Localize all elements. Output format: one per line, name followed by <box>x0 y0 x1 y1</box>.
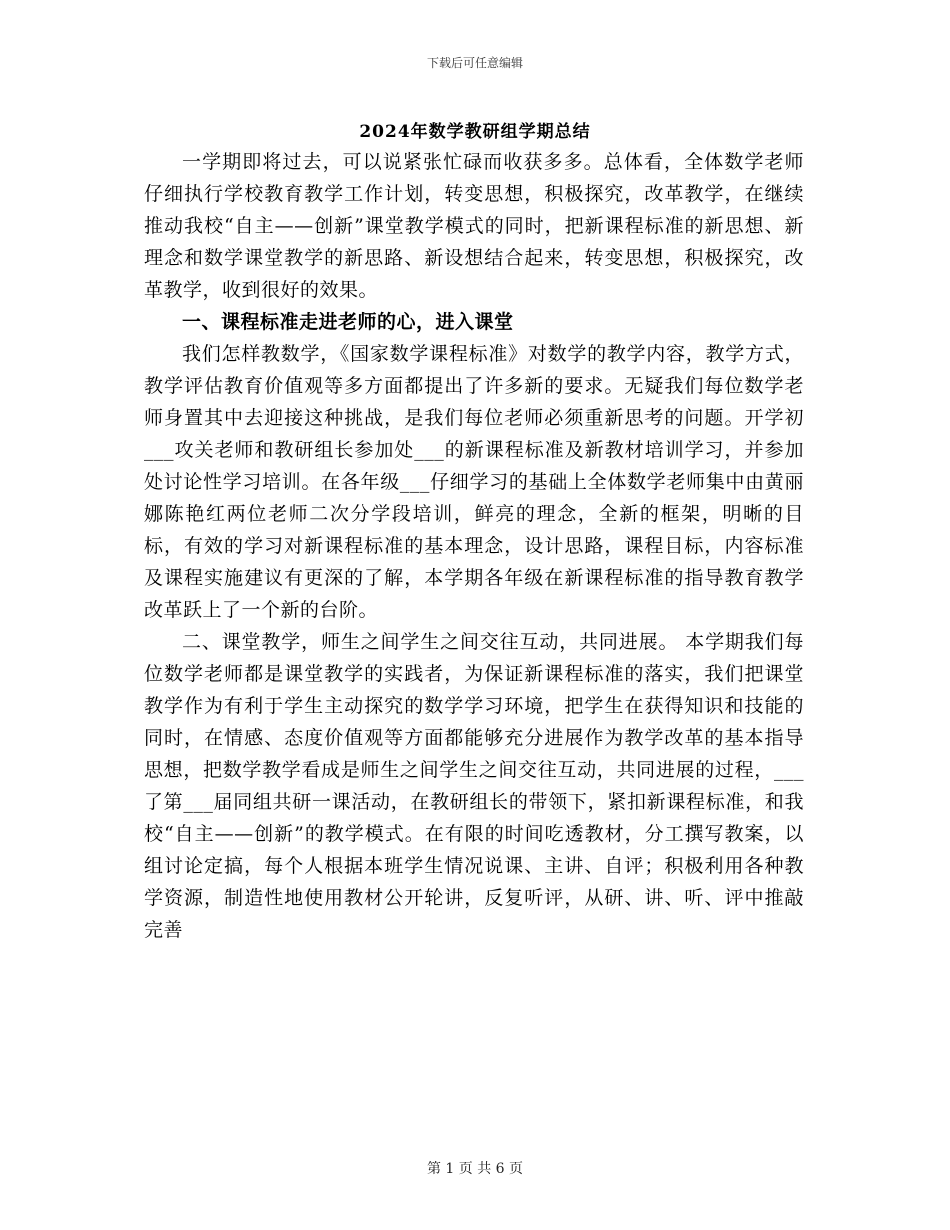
paragraph-section-1: 我们怎样教数学，《国家数学课程标准》对数学的教学内容，教学方式，教学评估教育价值观等多方面都提出了许多新的要求。无疑我们每位数学老师身置其中去迎接这种挑战，是我们每位老师必须重新思考的问题。开学初___攻关老师和教研组长参加处___的新课程标准及新教材培训学习，并参加处讨论性学习培训。在各年级___仔细学习的基础上全体数学老师集中由黄丽娜陈艳红两位老师二次分学段培训，鲜亮的理念，全新的框架，明晰的目标，有效的学习对新课程标准的基本理念，设计思路，课程目标，内容标准及课程实施建议有更深的了解，本学期各年级在新课程标准的指导教育教学改革跃上了一个新的台阶。 <box>144 343 804 621</box>
document-body <box>144 146 804 946</box>
page-number: 第 1 页 共 6 页 <box>426 1161 524 1177</box>
paragraph-intro: 一学期即将过去，可以说紧张忙碌而收获多多。总体看，全体数学老师仔细执行学校教育教学工作计划，转变思想，积极探究，改革教学，在继续推动我校“自主——创新”课堂教学模式的同时，把新课程标准的新思想、新理念和数学课堂教学的新思路、新设想结合起来，转变思想，积极探究，改革教学，收到很好的效果。 <box>144 151 804 301</box>
section-heading-1: 一、课程标准走进老师的心，进入课堂 <box>182 311 514 333</box>
paragraph-section-2: 二、课堂教学，师生之间学生之间交往互动，共同进展。 本学期我们每位数学老师都是课堂教学的实践者，为保证新课程标准的落实，我们把课堂教学作为有利于学生主动探究的数学学习环境，把学生在获得知识和技能的同时，在情感、态度价值观等方面都能够充分进展作为教学改革的基本指导思想，把数学教学看成是师生之间学生之间交往互动，共同进展的过程，___了第___届同组共研一课活动，在教研组长的带领下，紧扣新课程标准，和我校“自主——创新”的教学模式。在有限的时间吃透教材，分工撰写教案，以组讨论定搞，每个人根据本班学生情况说课、主讲、自评；积极利用各种教学资源，制造性地使用教材公开轮讲，反复听评，从研、讲、听、评中推敲完善 <box>144 631 804 941</box>
document-title: 2024年数学教研组学期总结 <box>359 122 591 142</box>
header-note: 下载后可任意编辑 <box>426 56 523 70</box>
